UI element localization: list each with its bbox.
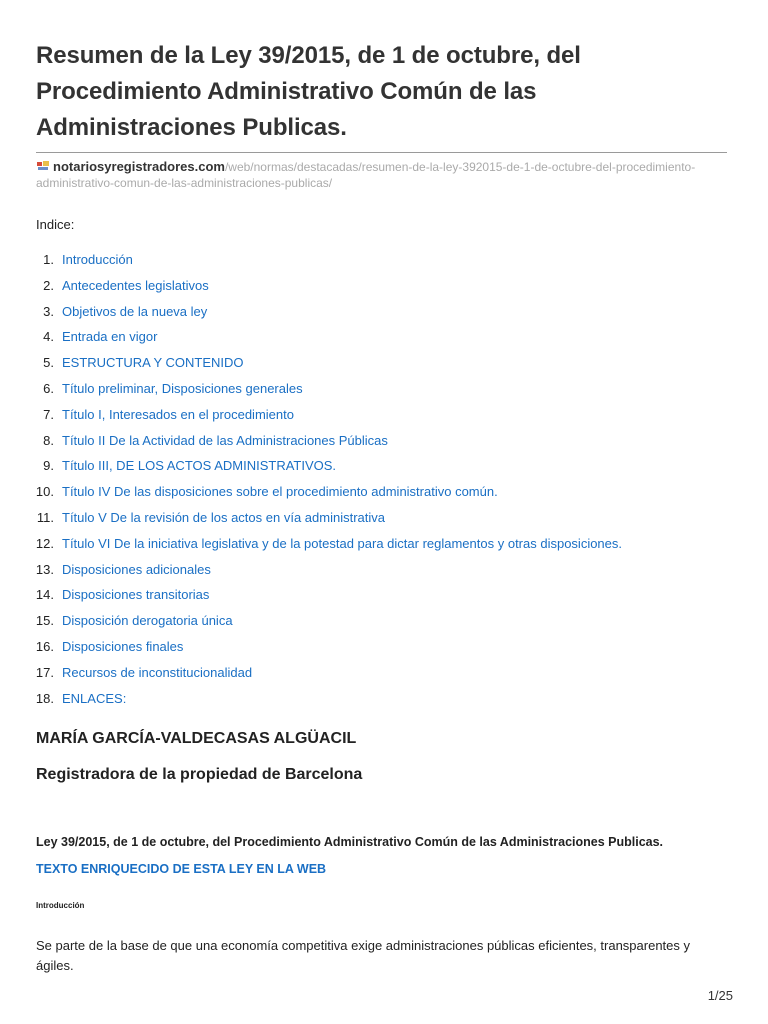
- toc-item-number: 3.: [43, 303, 54, 319]
- author-name: MARÍA GARCÍA-VALDECASAS ALGÜACIL: [36, 730, 357, 748]
- toc-item: [36, 350, 726, 376]
- author-role: Registradora de la propiedad de Barcelona: [36, 766, 363, 784]
- toc-link[interactable]: ENLACES:: [62, 690, 127, 706]
- toc-item-number: 9.: [43, 458, 54, 474]
- section-heading-introduccion: Introducción: [36, 901, 85, 911]
- toc-item: [36, 453, 726, 479]
- toc-item-number: 5.: [43, 355, 54, 371]
- toc-item-number: 14.: [35, 587, 54, 603]
- toc-item-number: 15.: [35, 613, 54, 629]
- toc-link[interactable]: Introducción: [62, 252, 133, 267]
- law-title: Ley 39/2015, de 1 de octubre, del Procedimiento Administrativo Común de las Administraciones Publicas.: [36, 835, 664, 850]
- source-path: /web/normas/destacadas/resumen-de-la-ley-392015-de-1-de-octubre-del-procedimiento-administrativo-comun-de-las-administraciones-publicas/: [36, 160, 696, 190]
- toc-item: [36, 273, 726, 299]
- toc-item: [36, 634, 726, 660]
- toc-item: [36, 686, 726, 712]
- toc-item: [36, 324, 726, 350]
- body-paragraph: Se parte de la base de que una economía competitiva exige administraciones públicas eficientes, transparentes y ágiles.: [36, 938, 690, 974]
- toc-link[interactable]: Disposición derogatoria única: [62, 613, 233, 629]
- toc-item-number: 6.: [43, 380, 54, 396]
- toc-item-number: 10.: [35, 484, 54, 500]
- table-of-contents: [36, 247, 726, 711]
- toc-item: [36, 479, 726, 505]
- toc-link[interactable]: Recursos de inconstitucionalidad: [62, 664, 253, 680]
- toc-link[interactable]: Objetivos de la nueva ley: [62, 303, 208, 319]
- toc-item: [36, 299, 726, 325]
- document-page: [36, 0, 726, 989]
- toc-item-number: 7.: [43, 406, 54, 422]
- toc-item: [36, 376, 726, 402]
- toc-item: [36, 531, 726, 557]
- toc-item-number: 12.: [35, 535, 54, 551]
- toc-link[interactable]: Título III, DE LOS ACTOS ADMINISTRATIVOS.: [62, 458, 337, 474]
- toc-item-number: 4.: [43, 329, 54, 345]
- toc-link[interactable]: ESTRUCTURA Y CONTENIDO: [62, 355, 244, 371]
- enriched-text-link[interactable]: TEXTO ENRIQUECIDO DE ESTA LEY EN LA WEB: [36, 862, 327, 877]
- toc-link[interactable]: Disposiciones adicionales: [62, 561, 211, 577]
- toc-link[interactable]: Disposiciones transitorias: [62, 587, 210, 603]
- toc-link[interactable]: Antecedentes legislativos: [62, 277, 209, 293]
- toc-link[interactable]: Título VI De la iniciativa legislativa y de la potestad para dictar reglamentos y otras disposiciones.: [62, 535, 623, 551]
- source-url: [36, 159, 726, 191]
- title-divider: [36, 152, 727, 153]
- source-domain-link[interactable]: notariosyregistradores.com: [53, 159, 225, 174]
- toc-item: [36, 247, 726, 273]
- toc-item-number: 1.: [43, 252, 54, 267]
- index-label: Indice:: [36, 217, 75, 232]
- toc-item-number: 17.: [35, 664, 54, 680]
- toc-item-number: 13.: [35, 561, 54, 577]
- toc-item-number: 8.: [43, 432, 54, 448]
- toc-link[interactable]: Título IV De las disposiciones sobre el procedimiento administrativo común.: [62, 484, 498, 500]
- page-title: Resumen de la Ley 39/2015, de 1 de octubre, del Procedimiento Administrativo Común de las Administraciones Publicas.: [36, 42, 581, 141]
- toc-link[interactable]: Título V De la revisión de los actos en vía administrativa: [62, 509, 385, 525]
- toc-link[interactable]: Título preliminar, Disposiciones generales: [62, 380, 303, 396]
- toc-item: [36, 402, 726, 428]
- toc-link[interactable]: Título I, Interesados en el procedimiento: [62, 406, 294, 422]
- toc-item: [36, 660, 726, 686]
- page-number: 1/25: [707, 988, 733, 1003]
- toc-item-number: 2.: [43, 277, 54, 293]
- toc-item: [36, 582, 726, 608]
- toc-item-number: 11.: [36, 509, 54, 525]
- site-favicon-icon: [36, 160, 51, 172]
- toc-item: [36, 557, 726, 583]
- toc-link[interactable]: Disposiciones finales: [62, 638, 184, 654]
- toc-item-number: 18.: [35, 690, 54, 706]
- toc-item: [36, 505, 726, 531]
- toc-item-number: 16.: [35, 638, 54, 654]
- toc-item: [36, 608, 726, 634]
- toc-link[interactable]: Título II De la Actividad de las Administraciones Públicas: [62, 432, 388, 448]
- toc-item: [36, 428, 726, 454]
- toc-link[interactable]: Entrada en vigor: [62, 329, 158, 345]
